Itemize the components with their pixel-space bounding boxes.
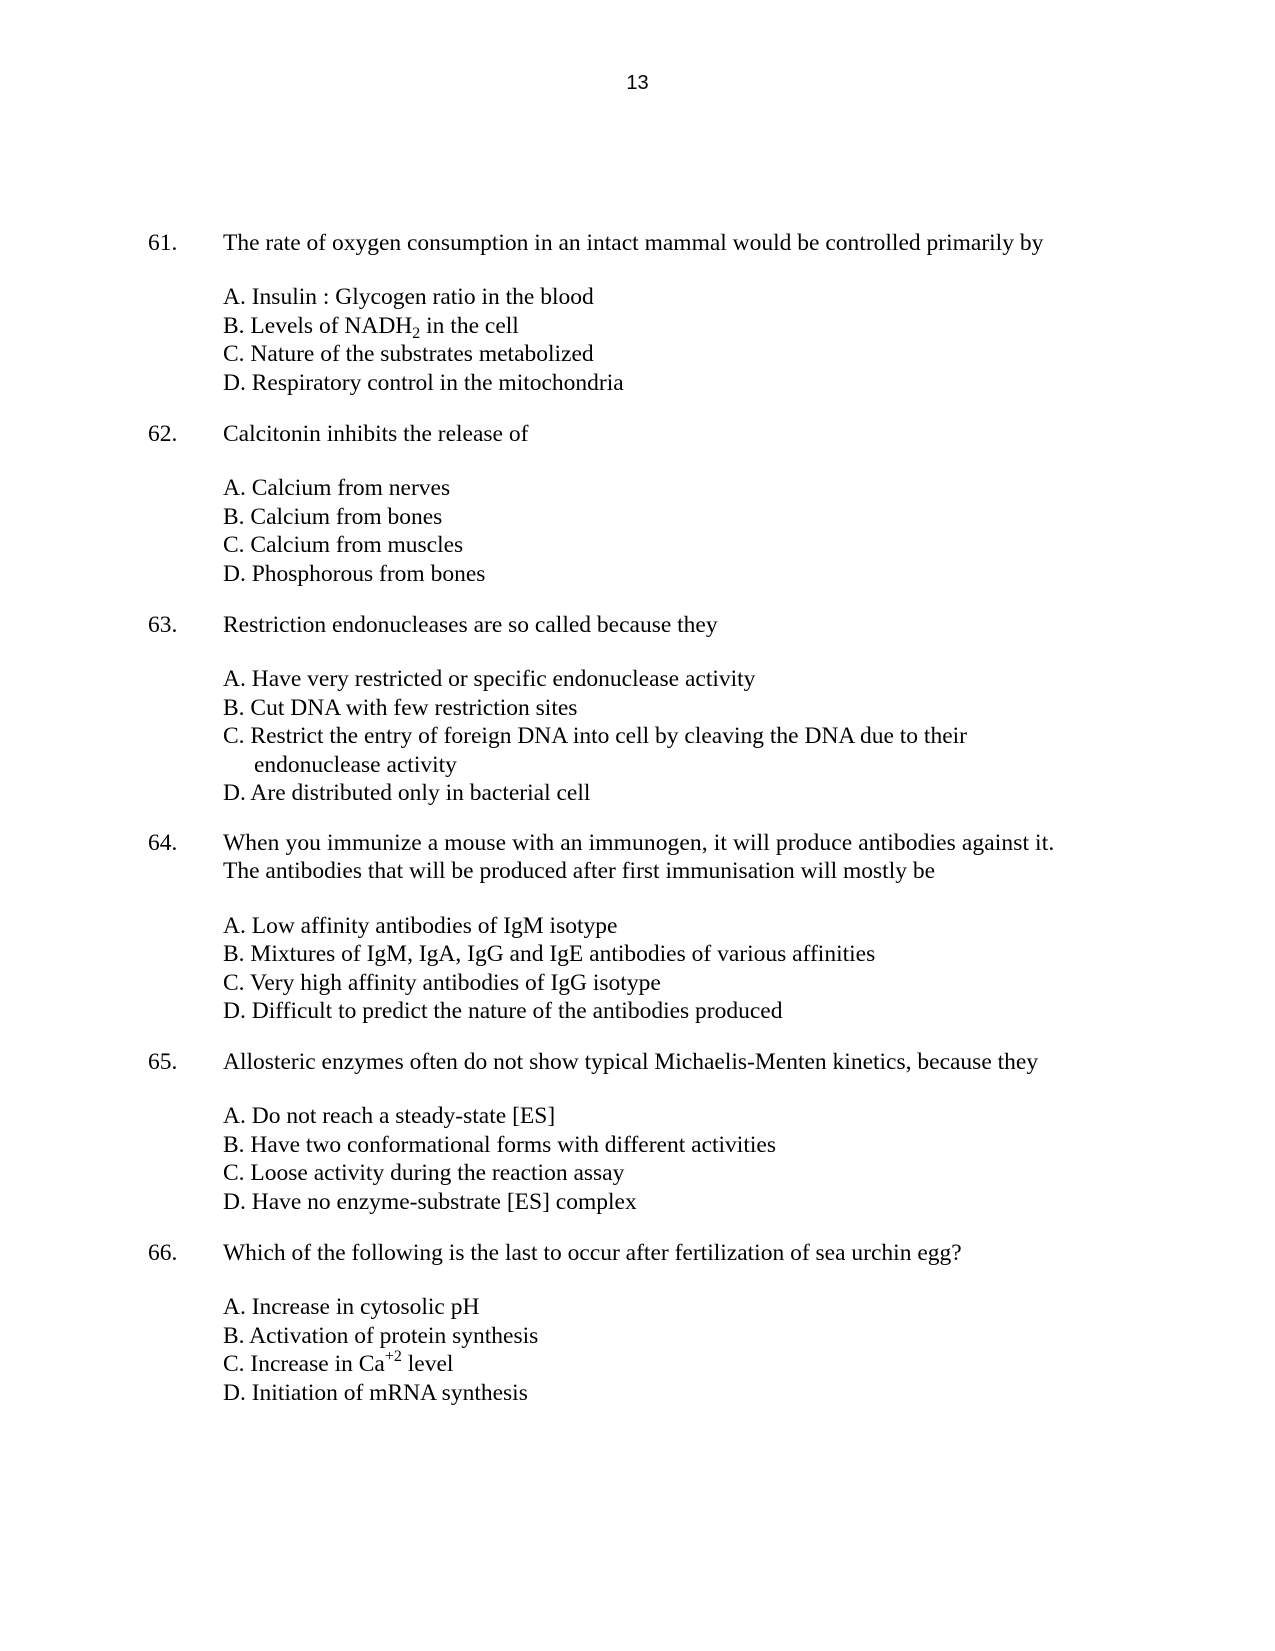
option-b [223,312,1128,340]
option-d: D. Respiratory control in the mitochondria [223,369,624,396]
question-number: 65. [148,1049,178,1075]
question-stem: Allosteric enzymes often do not show typical Michaelis-Menten kinetics, because they [223,1049,1039,1075]
question-stem: The rate of oxygen consumption in an intact mammal would be controlled primarily by [223,230,1044,256]
question-66 [148,1239,1128,1407]
option-a: A. Have very restricted or specific endonuclease activity [223,666,756,693]
option-c: C. Calcium from muscles [223,532,464,559]
question-number: 61. [148,230,178,256]
question-number: 66. [148,1240,178,1266]
option-c: C. Nature of the substrates metabolized [223,341,594,368]
option-d: D. Initiation of mRNA synthesis [223,1379,528,1406]
page-number: 13 [626,72,649,94]
option-a: A. Do not reach a steady-state [ES] [223,1103,556,1130]
option-c: C. Restrict the entry of foreign DNA into cell by cleaving the DNA due to their [223,723,967,750]
question-62 [148,420,1128,588]
option-c [223,1350,1128,1378]
option-b: B. Calcium from bones [223,503,443,530]
option-c: C. Loose activity during the reaction assay [223,1160,625,1187]
option-list [223,1102,1128,1216]
option-b: B. Cut DNA with few restriction sites [223,694,578,721]
option-d: D. Difficult to predict the nature of the antibodies produced [223,998,783,1025]
question-stem-line-1: When you immunize a mouse with an immunogen, it will produce antibodies against it. [223,830,1055,856]
option-d: D. Have no enzyme-substrate [ES] complex [223,1188,637,1215]
question-stem [223,829,1128,886]
option-c-text-end: level [401,1351,454,1378]
option-list [223,474,1128,588]
option-b-subscript: 2 [412,324,421,342]
option-c-continuation: endonuclease activity [254,751,457,778]
option-b-text: B. Levels of NADH [223,312,413,339]
question-number: 64. [148,830,178,856]
question-stem: Which of the following is the last to occur after fertilization of sea urchin egg? [223,1240,962,1266]
option-a: A. Calcium from nerves [223,475,451,502]
question-stem: Restriction endonucleases are so called because they [223,612,718,638]
option-c-superscript: +2 [384,1348,402,1366]
question-number: 63. [148,612,178,638]
option-d: D. Are distributed only in bacterial cell [223,780,591,807]
question-64 [148,829,1128,1025]
question-61 [148,229,1128,397]
option-c-text: C. Increase in Ca [223,1351,385,1378]
option-a: A. Insulin : Glycogen ratio in the blood [223,284,594,311]
option-b: B. Mixtures of IgM, IgA, IgG and IgE antibodies of various affinities [223,941,876,968]
question-65 [148,1048,1128,1216]
option-list [223,665,1128,807]
option-d: D. Phosphorous from bones [223,560,486,587]
option-b: B. Have two conformational forms with different activities [223,1131,776,1158]
option-list [223,1293,1128,1407]
question-63 [148,611,1128,807]
option-b: B. Activation of protein synthesis [223,1322,539,1349]
question-stem: Calcitonin inhibits the release of [223,421,529,447]
option-a: A. Low affinity antibodies of IgM isotype [223,912,618,939]
option-list [223,912,1128,1026]
option-a: A. Increase in cytosolic pH [223,1294,480,1321]
option-b-text-end: in the cell [420,312,519,339]
question-number: 62. [148,421,178,447]
option-list [223,283,1128,397]
option-c: C. Very high affinity antibodies of IgG isotype [223,969,661,996]
question-stem-line-2: The antibodies that will be produced after first immunisation will mostly be [223,858,936,885]
